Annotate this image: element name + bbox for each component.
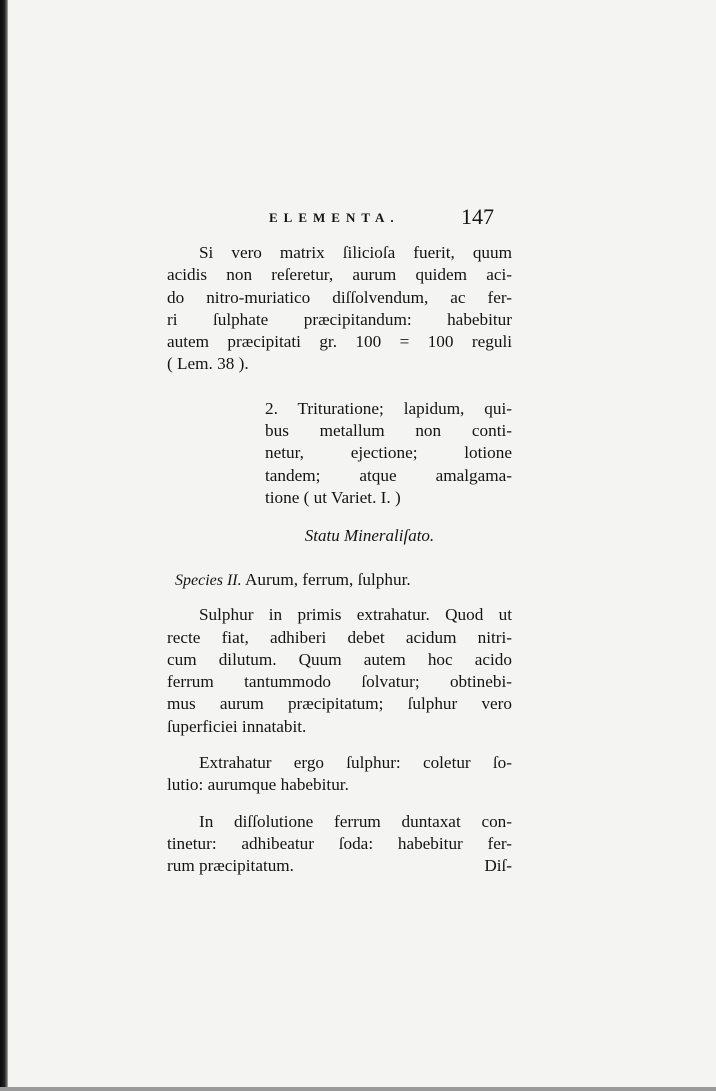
page-bottom-edge — [0, 1087, 716, 1091]
text-line: Sulphur in primis extrahatur. Quod ut — [199, 605, 512, 625]
catchword: Diſ- — [484, 856, 512, 876]
paragraph-4 — [167, 752, 512, 797]
text-line: Si vero matrix ſilicioſa fuerit, quum — [199, 243, 512, 262]
page-number: 147 — [461, 204, 494, 229]
text-line: ferrum tantummodo ſolvatur; obtinebi- — [167, 672, 512, 692]
running-head — [167, 200, 512, 236]
text-line: lutio: aurumque habebitur. — [167, 775, 349, 795]
paragraph-3 — [167, 604, 512, 738]
paragraph-1 — [167, 242, 512, 376]
last-line-with-catchword — [167, 855, 512, 877]
text-line: netur, ejectione; lotione — [265, 443, 512, 463]
text-line: do nitro-muriatico diſſolvendum, ac fer- — [167, 287, 512, 307]
text-line: recte fiat, adhiberi debet acidum nitri- — [167, 627, 512, 647]
text-line: tandem; atque amalgama- — [265, 465, 512, 485]
text-line: tione ( ut Variet. I. ) — [265, 487, 401, 507]
text-line: 2. Trituratione; lapidum, qui- — [265, 398, 512, 418]
species-label: Species II. — [175, 572, 242, 590]
text-line: bus metallum non conti- — [265, 421, 512, 441]
species-heading — [167, 569, 512, 592]
text-line: rum præcipitatum. — [167, 856, 294, 876]
text-line: Extrahatur ergo ſulphur: coletur ſo- — [199, 753, 512, 773]
text-line: mus aurum præcipitatum; ſulphur vero — [167, 694, 512, 714]
text-line: autem præcipitati gr. 100 = 100 reguli — [167, 332, 512, 352]
text-line: In diſſolutione ferrum duntaxat con- — [199, 811, 512, 831]
text-line: cum dilutum. Quum autem hoc acido — [167, 649, 512, 669]
page-text-block — [167, 200, 512, 878]
text-line: ri ſulphate præcipitandum: habebitur — [167, 309, 512, 329]
paragraph-2 — [265, 398, 512, 509]
text-line: acidis non reſeretur, aurum quidem aci- — [167, 265, 512, 285]
species-text: Aurum, ferrum, ſulphur. — [245, 570, 411, 590]
text-line: ſuperficiei innatabit. — [167, 716, 307, 736]
binding-shadow — [0, 0, 8, 1091]
section-subheading: Statu Mineraliſato. — [304, 526, 435, 546]
text-line: ( Lem. 38 ). — [167, 354, 249, 374]
running-title: ELEMENTA. — [269, 210, 400, 225]
paragraph-5 — [167, 811, 512, 878]
text-line: tinetur: adhibeatur ſoda: habebitur fer- — [167, 833, 512, 853]
